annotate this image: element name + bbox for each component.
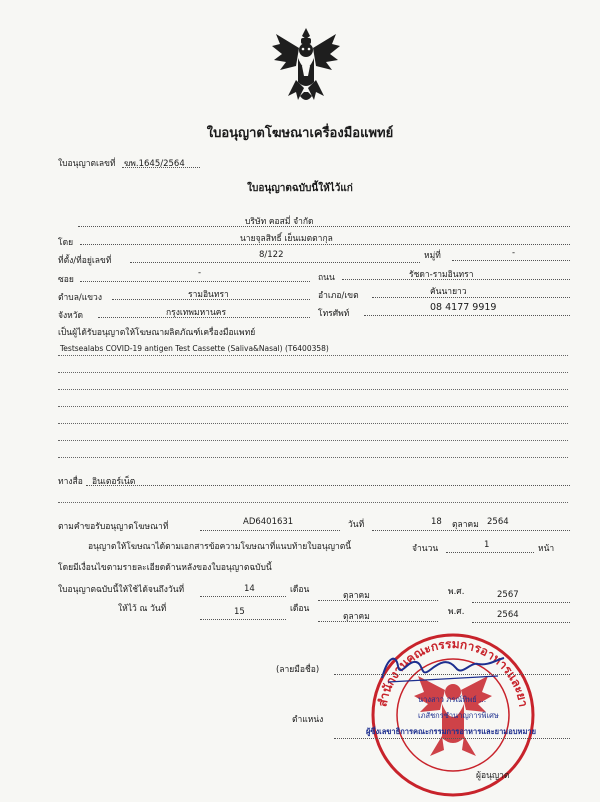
- valid-day: 14: [244, 584, 255, 594]
- province-label: จังหวัด: [58, 311, 84, 321]
- soi-label: ซอย: [58, 275, 74, 285]
- subdistrict-label: ตำบล/แขวง: [58, 293, 102, 303]
- valid-month-label: เดือน: [290, 585, 310, 595]
- signer-title: เภสัชกรชำนาญการพิเศษ: [418, 711, 499, 720]
- signature-mark: [378, 648, 508, 688]
- soi-value: -: [198, 268, 202, 278]
- count-value: 1: [484, 540, 490, 550]
- road-label: ถนน: [318, 273, 335, 283]
- product-name: Testsealabs COVID-19 antigen Test Cassette (Saliva&Nasal) (T6400358): [60, 344, 329, 353]
- valid-until-label: ใบอนุญาตฉบับนี้ให้ใช้ได้จนถึงวันที่: [58, 585, 185, 595]
- given-month-label: เดือน: [290, 604, 310, 614]
- signer-delegate: ผู้ซึ่งเลขาธิการคณะกรรมการอาหารและยามอบหมาย: [366, 727, 536, 736]
- licensor-label: ผู้อนุญาต: [476, 771, 510, 781]
- company-name: บริษัท คอสมี่ จำกัด: [245, 217, 314, 227]
- request-value: AD6401631: [243, 517, 294, 527]
- by-value: นายจุลสิทธิ์ เย็นเมตตากุล: [240, 234, 333, 244]
- moo-value: -: [512, 248, 516, 258]
- given-month: ตุลาคม: [343, 612, 370, 622]
- media-value: อินเตอร์เน็ต: [92, 477, 136, 487]
- permit-statement: เป็นผู้ได้รับอนุญาตให้โฆษณาผลิตภัณฑ์เครื่องมือแพทย์: [58, 328, 256, 338]
- by-label: โดย: [58, 238, 74, 248]
- given-day: 15: [234, 607, 245, 617]
- license-no-value: ฆพ.1645/2564: [124, 159, 185, 169]
- province-value: กรุงเทพมหานคร: [166, 308, 227, 318]
- position-label: ตำแหน่ง: [292, 715, 324, 725]
- signer-name: นางสาว ภรณ์ทิพย์ ...: [418, 695, 487, 704]
- request-year: 2564: [487, 517, 509, 527]
- moo-label: หมู่ที่: [424, 251, 441, 261]
- phone-label: โทรศัพท์: [318, 309, 350, 319]
- signature-label: (ลายมือชื่อ): [276, 665, 320, 675]
- given-on-label: ให้ไว้ ณ วันที่: [118, 604, 167, 614]
- district-value: คันนายาว: [430, 287, 467, 297]
- svg-text:สำนักงานคณะกรรมการอาหารและยา: สำนักงานคณะกรรมการอาหารและยา: [375, 636, 531, 709]
- approve-text: อนุญาตให้โฆษณาได้ตามเอกสารข้อความโฆษณาที่แนบท้ายใบอนุญาตนี้: [88, 542, 352, 552]
- given-year: 2564: [497, 610, 519, 620]
- address-value: 8/122: [259, 250, 284, 260]
- request-month: ตุลาคม: [452, 520, 479, 530]
- count-label: จำนวน: [412, 544, 439, 554]
- subdistrict-value: รามอินทรา: [188, 290, 229, 300]
- license-no-label: ใบอนุญาตเลขที่: [58, 159, 116, 169]
- request-date-label: วันที่: [348, 520, 365, 530]
- request-label: ตามคำขอรับอนุญาตโฆษณาที่: [58, 522, 169, 532]
- district-label: อำเภอ/เขต: [318, 291, 359, 301]
- address-label: ที่ตั้ง/ที่อยู่เลขที่: [58, 256, 112, 266]
- valid-year-label: พ.ศ.: [448, 587, 465, 597]
- issued-to-heading: ใบอนุญาตฉบับนี้ให้ไว้แก่: [247, 183, 353, 194]
- valid-year: 2567: [497, 590, 519, 600]
- document-title: ใบอนุญาตโฆษณาเครื่องมือแพทย์: [206, 126, 394, 141]
- road-value: รัชดา-รามอินทรา: [409, 270, 474, 280]
- valid-month: ตุลาคม: [343, 591, 370, 601]
- condition-text: โดยมีเงื่อนไขตามรายละเอียดด้านหลังของใบอนุญาตฉบับนี้: [58, 563, 272, 573]
- given-year-label: พ.ศ.: [448, 607, 465, 617]
- media-label: ทางสื่อ: [58, 477, 83, 487]
- phone-value: 08 4177 9919: [430, 302, 497, 313]
- page-unit: หน้า: [538, 544, 555, 554]
- garuda-emblem-icon: [270, 26, 342, 104]
- request-day: 18: [431, 517, 442, 527]
